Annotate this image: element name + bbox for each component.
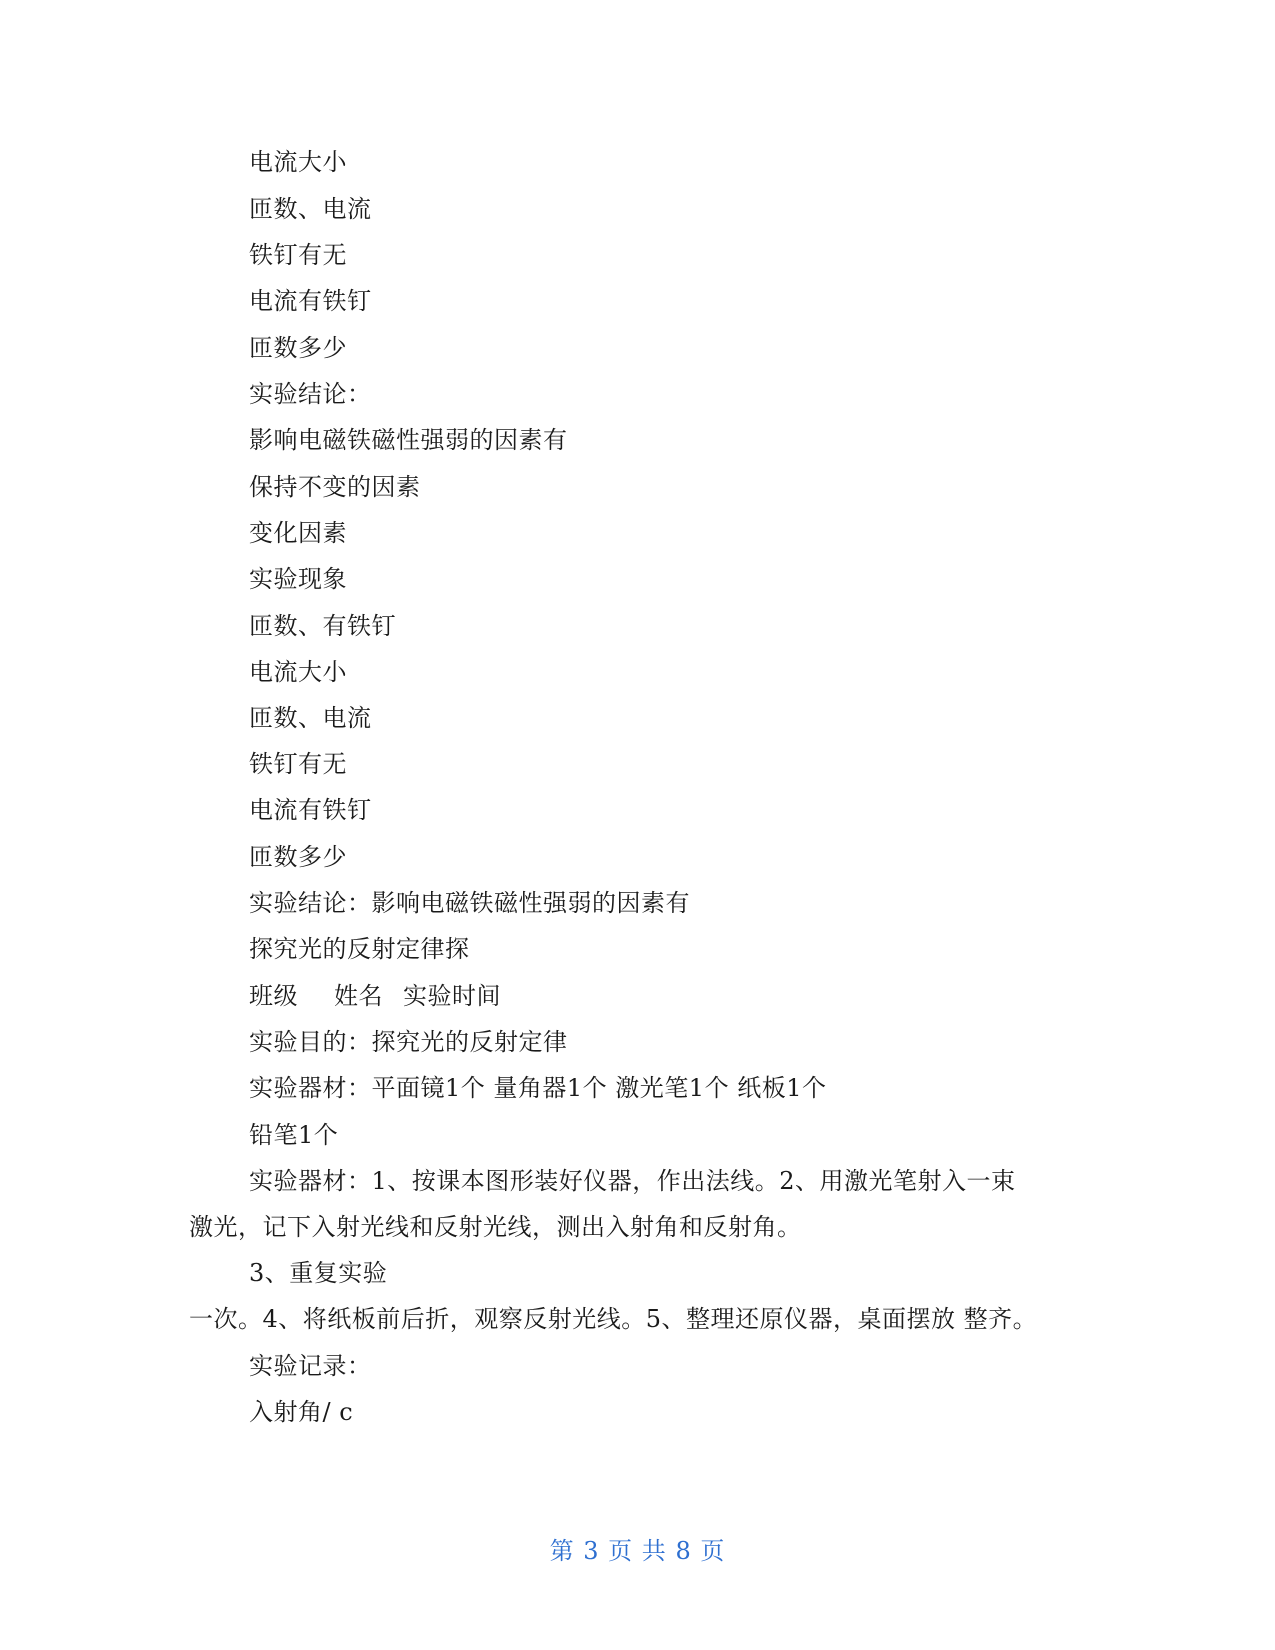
steps-line: 实验器材：1、按课本图形装好仪器，作出法线。2、用激光笔射入一束 bbox=[249, 1167, 1016, 1195]
text-line: 匝数、电流 bbox=[249, 195, 372, 223]
text-line: 变化因素 bbox=[249, 519, 347, 547]
text-line: 匝数多少 bbox=[249, 843, 347, 871]
materials-line: 实验器材：平面镜1个 量角器1个 激光笔1个 纸板1个 bbox=[249, 1074, 827, 1102]
text-line: 电流大小 bbox=[249, 148, 347, 176]
time-label: 实验时间 bbox=[403, 982, 501, 1010]
section-title: 探究光的反射定律探 bbox=[249, 935, 470, 963]
text-line: 电流有铁钉 bbox=[249, 287, 372, 315]
text-line: 电流大小 bbox=[249, 658, 347, 686]
text-line: 铁钉有无 bbox=[249, 241, 347, 269]
text-line: 实验结论： bbox=[249, 380, 372, 408]
page-number-footer: 第 3 页 共 8 页 bbox=[549, 1537, 726, 1565]
text-line: 实验现象 bbox=[249, 565, 347, 593]
steps-line: 3、重复实验 bbox=[249, 1259, 388, 1287]
name-label: 姓名 bbox=[334, 982, 383, 1010]
incident-angle-label: 入射角/ c bbox=[249, 1398, 354, 1426]
text-line: 匝数、有铁钉 bbox=[249, 612, 396, 640]
text-line: 实验结论：影响电磁铁磁性强弱的因素有 bbox=[249, 889, 690, 917]
class-label: 班级 bbox=[249, 982, 298, 1010]
text-line: 匝数、电流 bbox=[249, 704, 372, 732]
purpose-line: 实验目的：探究光的反射定律 bbox=[249, 1028, 568, 1056]
text-line: 匝数多少 bbox=[249, 334, 347, 362]
text-line: 保持不变的因素 bbox=[249, 473, 421, 501]
steps-line: 激光，记下入射光线和反射光线，测出入射角和反射角。 bbox=[189, 1213, 802, 1241]
pencil-line: 铅笔1个 bbox=[249, 1121, 339, 1149]
text-line: 铁钉有无 bbox=[249, 750, 347, 778]
text-line: 电流有铁钉 bbox=[249, 796, 372, 824]
record-label: 实验记录： bbox=[249, 1352, 372, 1380]
text-line: 影响电磁铁磁性强弱的因素有 bbox=[249, 426, 568, 454]
info-line bbox=[249, 981, 501, 1011]
steps-line: 一次。4、将纸板前后折，观察反射光线。5、整理还原仪器，桌面摆放 整齐。 bbox=[189, 1305, 1038, 1333]
